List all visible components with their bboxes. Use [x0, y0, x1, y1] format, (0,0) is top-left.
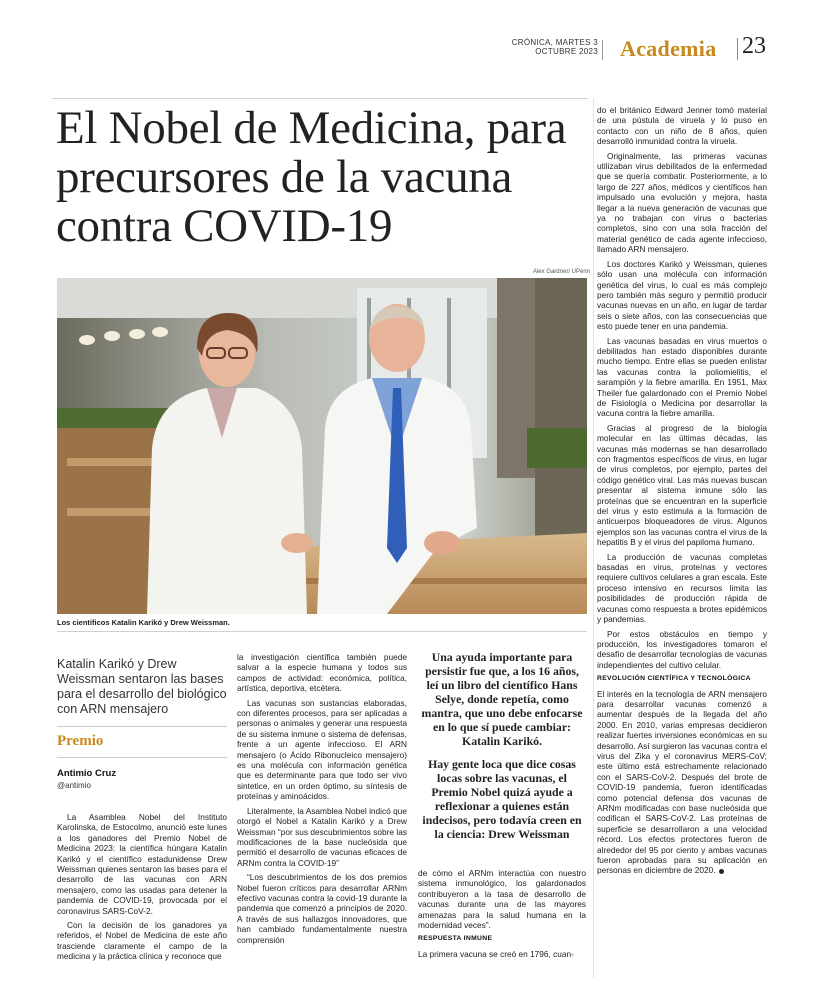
body-column-2 [237, 652, 407, 949]
subhead-revolucion: REVOLUCIÓN CIENTÍFICA Y TECNOLÓGICA [597, 675, 751, 683]
page-number: 23 [742, 33, 766, 59]
headline-top-rule [52, 98, 588, 99]
author-name: Antimio Cruz [57, 768, 117, 779]
caption-rule [57, 631, 587, 632]
paragraph: Los doctores Karikó y Weissman, quienes sólo usan una molécula con información genética del virus, lo cual es más complejo pero también más seguro y permitió producir vacunas nuevas en un año, en lugar de tardar seis o siete años, con las consecuencias que esto puede tener en una pandemia. [597, 258, 767, 332]
paragraph: la investigación científica también puede salvar a la especie humana y todos sus campos de actividad: económica, política, artística, deportiva, etcétera. [237, 652, 407, 694]
paragraph [597, 689, 767, 876]
subheadline: Katalin Karikó y Drew Weissman sentaron las bases para el desarrollo del biológico con ARN mensajero [57, 657, 227, 716]
page-number-divider [737, 38, 738, 60]
paragraph: “Los descubrimientos de los dos premios Nobel fueron críticos para desarrollar ARNm efectivo vacunas contra la covid-19 durante la pandemia que comenzó a principios de 2020. A través de sus hallazgos innovadores, que han cambiado fundamentalmente nuestra comprensión [237, 872, 407, 945]
paragraph: Las vacunas basadas en virus muertos o debilitados han estado disponibles durante mucho tiempo. Entre ellas se pueden enlistar las vacunas contra la poliomielitis, el sarampión y la fiebre amarilla. En 1951, Max Theiler fue galardonado con el Premio Nobel de Fisiología o Medicina por desarrollar la vacuna contra la fiebre amarilla. [597, 335, 767, 419]
author-handle: @antimio [57, 781, 91, 790]
paragraph: do el británico Edward Jenner tomó material de una pústula de viruela y lo puso en contacto con un niño de 8 años, quien desarrolló inmunidad contra la viruela. [597, 105, 767, 147]
paragraph: Originalmente, las primeras vacunas utilizaban virus debilitados de la enfermedad que se quería combatir. Posteriormente, a lo largo de 227 años, médicos y científicos han impulsado una evolución y mejora, hasta llegar a la nueva generación de vacunas que ya no trabajan con virus o bacterias completos, sino con una sola fracción del material genético de cada agente infeccioso, llamado ARN mensajero. [597, 150, 767, 255]
section-rule-top [57, 726, 227, 727]
paragraph: La producción de vacunas completas basadas en virus, proteínas y vectores requiere cultivos celulares a gran escala. Este proceso intensivo en recursos limita las posibilidades de producción rápida de vacunas como respuesta a brotes epidémicos y pandemias. [597, 551, 767, 625]
pull-quote-kariko: Una ayuda importante para persistir fue que, a los 16 años, leí un libro del científico Hans Selye, donde repetía, como mantra, que uno debe enfocarse en lo que sí puede cambiar: Katalin Karikó. [421, 650, 583, 748]
photo-caption: Los científicos Katalin Karikó y Drew Weissman. [57, 618, 230, 627]
end-mark-icon [719, 869, 724, 874]
final-paragraph-text: El interés en la tecnología de ARN mensajero para desarrollar vacunas comenzó a aumentar después de la llegada del año 2000. En 2010, varias empresas decidieron realizar fuertes inversiones económicas en su desarrollo. Así surgieron las vacunas contra el virus del Zika y el coronavirus MERS-CoV; este último está estrechamente relacionado con el SARS-CoV-2. Después del brote de COVID-19 pandemia, fueron identificadas como potencial defensa dos vacunas de ARNm modificadas con base nucleósida que codifican el SARS-CoV-2. Las proteínas de superficie se desarrollaron a una velocidad récord. Los efectos protectores fueron de alrededor del 95 por ciento y ambas vacunas fueron aprobadas para su aplicación en personas en diciembre de 2020. [597, 688, 767, 876]
paragraph: Las vacunas son sustancias elaboradas, con diferentes procesos, para ser aplicadas a personas o animales y generar una respuesta de su sistema inmune o sistema de defensas, frente a un agente infeccioso. El ARN mensajero (o Ácido Ribonucleico mensajero) es una molécula con información genética que es determinante para que todo ser vivo sintetice, en un orden óptimo, su síntesis de proteínas y aminoácidos. [237, 697, 407, 802]
paragraph: La primera vacuna se creó en 1796, cuan- [418, 948, 574, 959]
paragraph: Gracias al progreso de la biología molecular en las últimas décadas, las vacunas más modernas se han desarrollado con fragmentos específicos de virus, en lugar de virus completos, por ejemplo, partes del código genético viral. Las más nuevas buscan presentar al sistema inmune sólo las proteínas que se encuentran en la superficie del virus y esto estimula a la formación de anticuerpos bloqueadores de virus. Algunos ejemplos son las vacunas contra el virus de la hepatitis B y el virus del papiloma humano. [597, 422, 767, 548]
paragraph: Con la decisión de los ganadores ya referidos, el Nobel de Medicina de este año trasciende claramente el campo de la medicina y la práctica clínica y reconoce que [57, 920, 227, 962]
headline: El Nobel de Medicina, para precursores de la vacuna contra COVID-19 [56, 102, 567, 252]
body-column-1 [57, 812, 227, 966]
masthead-divider [602, 40, 603, 60]
pull-quote-weissman: Hay gente loca que dice cosas locas sobre las vacunas, el Premio Nobel quizá ayude a reflexionar a quienes están indecisos, pero todavía creen en la ciencia: Drew Weissman [422, 757, 582, 841]
body-column-3 [418, 868, 586, 963]
scientists-photo-illustration [57, 278, 587, 614]
issue-date: CRÓNICA, MARTES 3 OCTUBRE 2023 [511, 38, 598, 56]
paragraph: de cómo el ARNm interactúa con nuestro sistema inmunológico, los galardonados contribuyeron a la tasa de desarrollo de vacunas durante una de las mayores amenazas para la salud humana en la modernidad veces”. [418, 868, 586, 931]
subhead-respuesta-inmune: RESPUESTA INMUNE [418, 935, 493, 943]
article-photo [57, 278, 587, 614]
paragraph: Por estos obstáculos en tiempo y producción, los investigadores tomaron el desafío de desarrollar tecnologías de vacunas independientes del cultivo celular. [597, 628, 767, 670]
section-label: Premio [57, 733, 104, 749]
column-divider [593, 98, 594, 978]
body-column-4 [597, 105, 767, 880]
paragraph: La Asamblea Nobel del Instituto Karolinska, de Estocolmo, anunció este lunes a los ganadores del Premio Nobel de Medicina 2023: la científica húngara Katalin Karikó y el científico estadunidense Drew Weissman quienes sentaron las bases para el desarrollo de las vacunas con ARN mensajero, como las usadas para detener la pandemia de COVID-19, provocada por el coronavirus SARS-CoV-2. [57, 812, 227, 916]
paragraph: Literalmente, la Asamblea Nobel indicó que otorgó el Nobel a Katalin Karikó y a Drew Weissman “por sus descubrimientos sobre las modificaciones de la base nucleósida que permitió el desarrollo de vacunas eficaces de ARNm contra la COVID-19” [237, 805, 407, 868]
photo-credit: Alex Gardner/ UPenn [532, 269, 590, 275]
section-rule-bottom [57, 757, 227, 758]
section-name: Academia [620, 36, 717, 61]
